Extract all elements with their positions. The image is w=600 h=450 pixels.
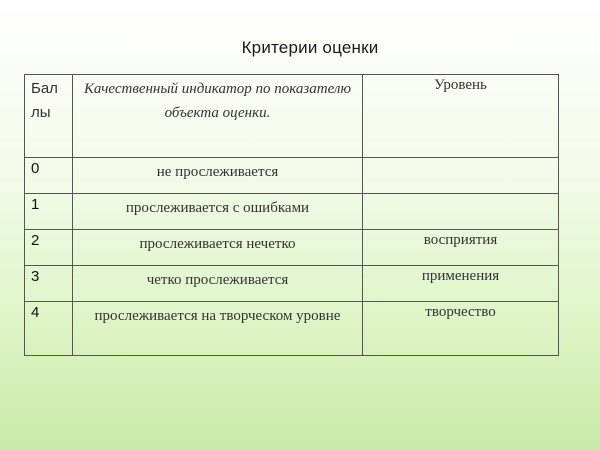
table-row <box>25 302 559 356</box>
level-cell <box>363 194 559 230</box>
table-row <box>25 230 559 266</box>
score-cell: 0 <box>25 158 73 194</box>
table-row <box>25 266 559 302</box>
level-cell <box>363 158 559 194</box>
table-row <box>25 194 559 230</box>
page-title: Критерии оценки <box>241 38 379 57</box>
score-cell: 2 <box>25 230 73 266</box>
level-cell: применения <box>363 266 559 302</box>
criteria-table <box>24 74 559 356</box>
indicator-cell: прослеживается нечетко <box>73 230 363 266</box>
indicator-cell: прослеживается с ошибками <box>73 194 363 230</box>
score-cell: 1 <box>25 194 73 230</box>
level-cell: восприятия <box>363 230 559 266</box>
indicator-cell: не прослеживается <box>73 158 363 194</box>
table-header-row <box>25 75 559 158</box>
score-cell: 4 <box>25 302 73 356</box>
header-score: Бал лы <box>25 75 73 158</box>
header-indicator: Качественный индикатор по показателю объекта оценки. <box>73 75 363 158</box>
level-cell: творчество <box>363 302 559 356</box>
header-level: Уровень <box>363 75 559 158</box>
indicator-cell: четко прослеживается <box>73 266 363 302</box>
score-cell: 3 <box>25 266 73 302</box>
indicator-cell: прослеживается на творческом уровне <box>73 302 363 356</box>
table-row <box>25 158 559 194</box>
